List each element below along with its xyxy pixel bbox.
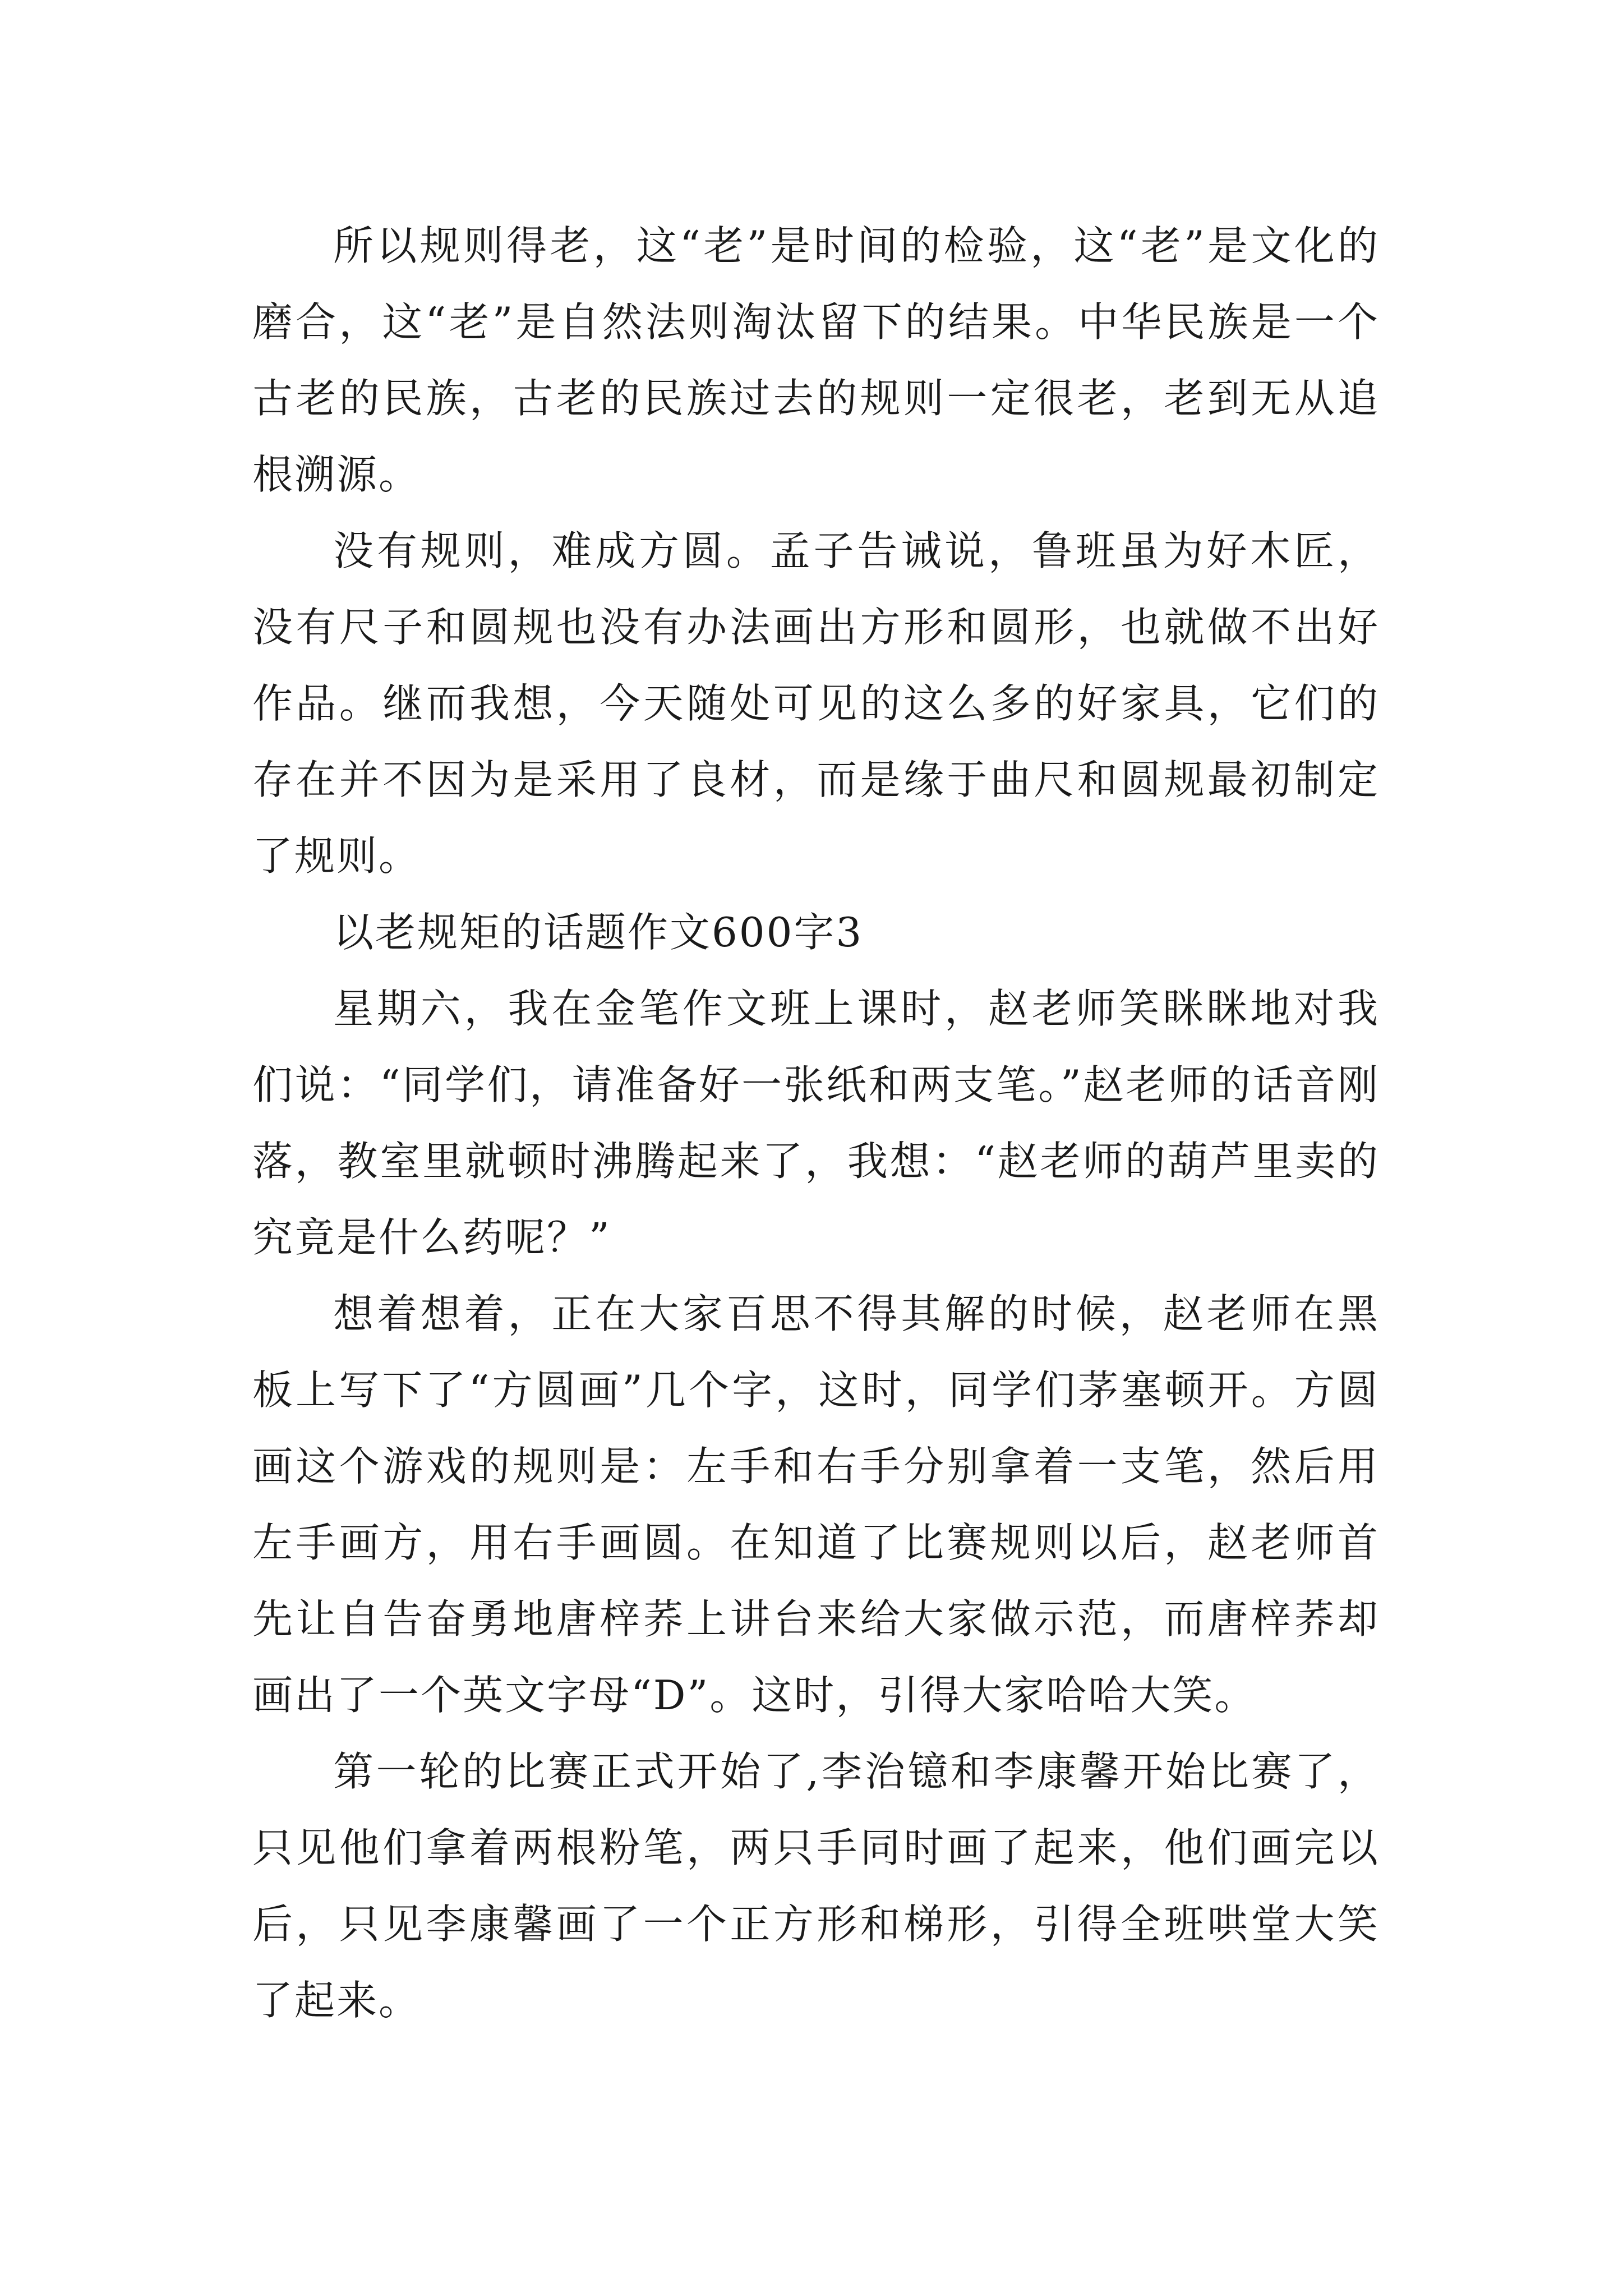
paragraph: 第一轮的比赛正式开始了,李治镱和李康馨开始比赛了，只见他们拿着两根粉笔，两只手同时画了起来，他们画完以后，只见李康馨画了一个正方形和梯形，引得全班哄堂大笑了起来。	[252, 1748, 1380, 2024]
document-body	[252, 208, 1380, 2039]
paragraph: 想着想着，正在大家百思不得其解的时候，赵老师在黑板上写下了“方圆画”几个字，这时，同学们茅塞顿开。方圆画这个游戏的规则是：左手和右手分别拿着一支笔，然后用左手画方，用右手画圆。在知道了比赛规则以后，赵老师首先让自告奋勇地唐梓荞上讲台来给大家做示范，而唐梓荞却画出了一个英文字母“D”。这时，引得大家哈哈大笑。	[252, 1290, 1380, 1719]
paragraph: 没有规则，难成方圆。孟子告诫说，鲁班虽为好木匠，没有尺子和圆规也没有办法画出方形和圆形，也就做不出好作品。继而我想，今天随处可见的这么多的好家具，它们的存在并不因为是采用了良材，而是缘于曲尺和圆规最初制定了规则。	[252, 527, 1380, 880]
section-heading: 以老规矩的话题作文600字3	[333, 909, 864, 956]
paragraph: 星期六，我在金笔作文班上课时，赵老师笑眯眯地对我们说：“同学们，请准备好一张纸和两支笔。”赵老师的话音刚落，教室里就顿时沸腾起来了，我想：“赵老师的葫芦里卖的究竟是什么药呢？”	[252, 985, 1380, 1261]
paragraph: 所以规则得老，这“老”是时间的检验，这“老”是文化的磨合，这“老”是自然法则淘汰留下的结果。中华民族是一个古老的民族，古老的民族过去的规则一定很老，老到无从追根溯源。	[252, 222, 1380, 498]
